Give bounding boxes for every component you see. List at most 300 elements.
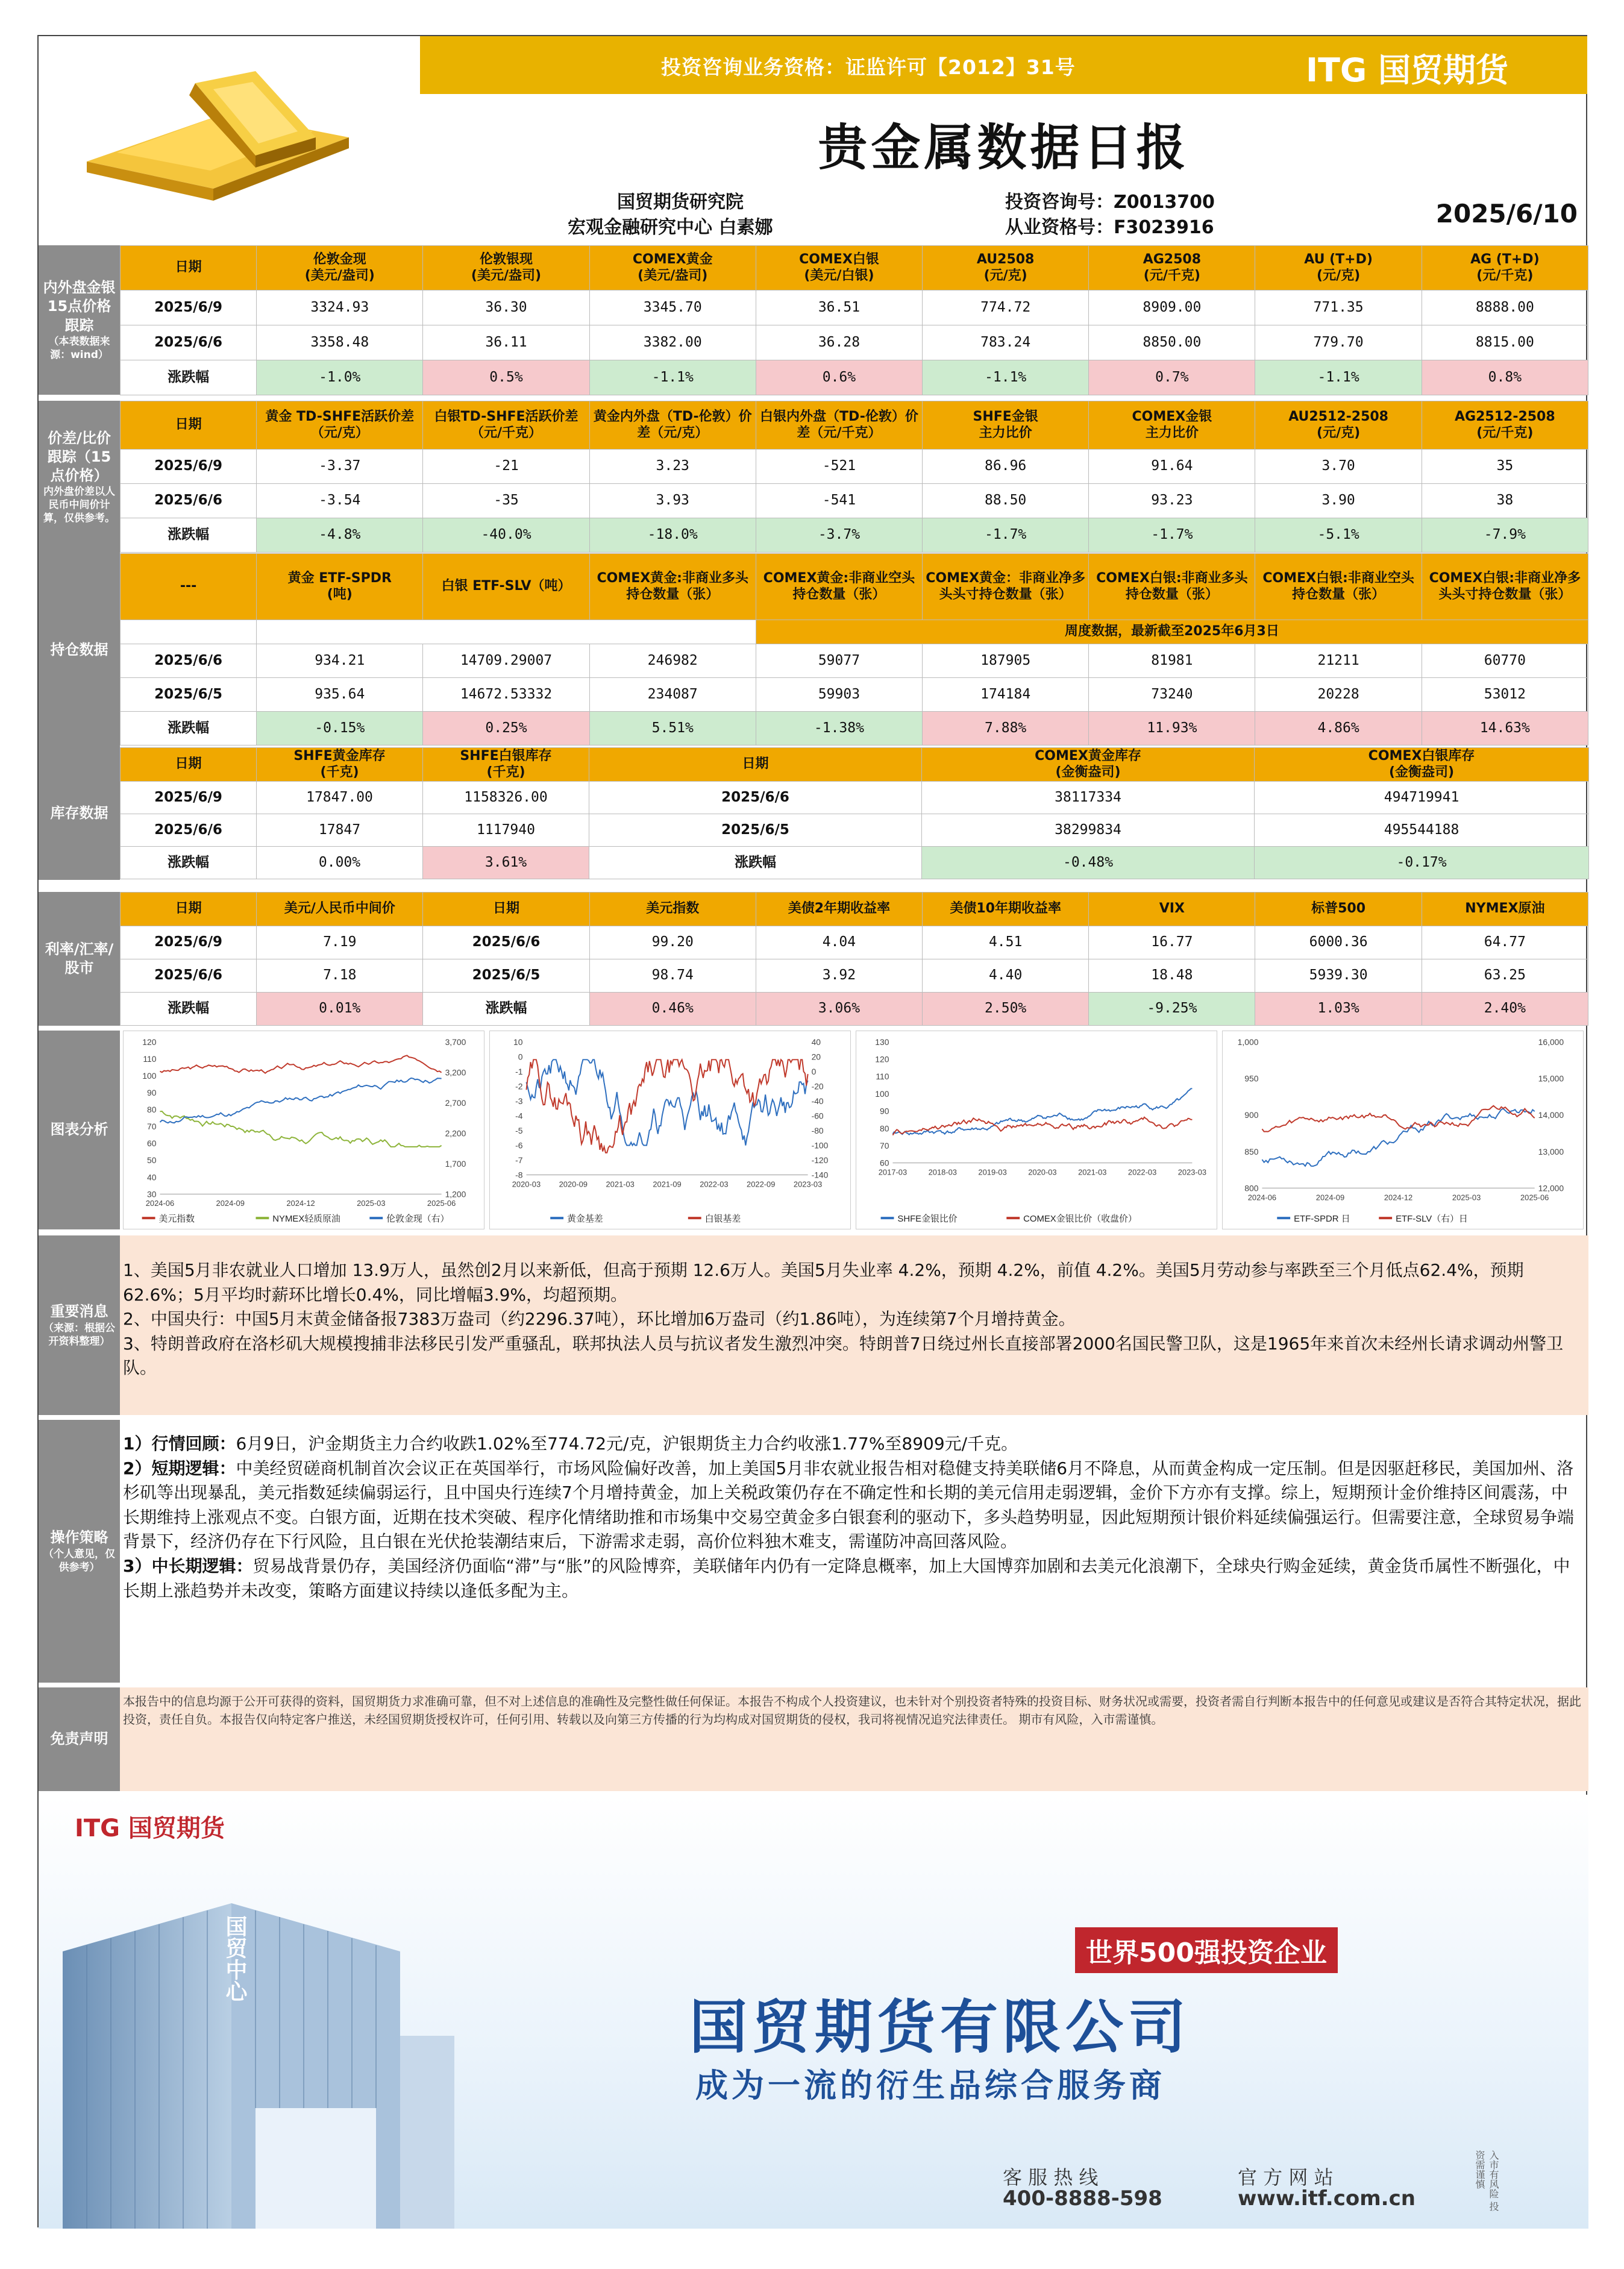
table-header-cell: COMEX金银 主力比价 [1089, 401, 1255, 450]
table-header-cell: COMEX白银库存 (金衡盎司) [1255, 748, 1589, 782]
website-url[interactable]: www.itf.com.cn [1238, 2186, 1416, 2211]
series-shfe-ratio [892, 1088, 1192, 1134]
hotline-number: 400-8888-598 [1003, 2186, 1162, 2211]
table-value-cell: 2025/6/9 [121, 782, 257, 814]
table-header-cell: AG2508 (元/千克) [1089, 246, 1255, 290]
section-label-charts: 图表分析 [39, 1031, 120, 1229]
series-comex-ratio [892, 1117, 1192, 1135]
spot-price-table [120, 245, 1588, 395]
x-tick-label: 2024-09 [216, 1199, 245, 1208]
table-value-cell: 2025/6/9 [121, 926, 257, 959]
y-tick-label: 90 [147, 1088, 157, 1098]
section-label-news: 重要消息 （来源：根据公开资料整理） [39, 1235, 120, 1415]
change-value-cell: 0.6% [756, 360, 922, 395]
table-value-cell: -3.54 [257, 484, 423, 518]
y-tick-label: 90 [880, 1106, 889, 1116]
y-tick-label: 120 [875, 1054, 889, 1064]
y2-tick-label: 12,000 [1538, 1183, 1564, 1193]
x-tick-label: 2025-06 [1520, 1193, 1549, 1202]
change-value-cell: 3.06% [756, 993, 922, 1026]
legend-label: 黄金基差 [567, 1214, 603, 1225]
table-value-cell: 2025/6/5 [121, 678, 257, 712]
table-value-cell: 494719941 [1255, 782, 1589, 814]
table-value-cell: 8888.00 [1422, 290, 1588, 325]
spread-table [120, 401, 1588, 553]
table-header-cell: 黄金 TD-SHFE活跃价差（元/克） [257, 401, 423, 450]
legend-label: NYMEX轻质原油 [272, 1214, 340, 1225]
x-tick-label: 2017-03 [878, 1167, 908, 1177]
change-value-cell: -1.0% [257, 360, 423, 395]
change-value-cell: -40.0% [423, 518, 589, 553]
x-tick-label: 2020-03 [512, 1179, 541, 1189]
table-value-cell: 21211 [1255, 644, 1422, 678]
y-tick-label: 900 [1244, 1110, 1259, 1120]
x-tick-label: 2018-03 [928, 1167, 957, 1177]
table-value-cell: 2025/6/6 [121, 325, 257, 360]
y2-tick-label: 2,700 [445, 1097, 466, 1108]
table-value-cell: 73240 [1089, 678, 1255, 712]
news-item-3: 3、特朗普政府在洛杉矶大规模搜捕非法移民引发严重骚乱，联邦执法人员与抗议者发生激烈冲突。特朗普7日绕过州长直接部署2000名国民警卫队，这是1965年来首次未经州长请求调动州警卫队。 [123, 1333, 1564, 1378]
change-value-cell: -0.17% [1255, 847, 1589, 879]
y2-tick-label: -40 [811, 1096, 824, 1106]
y2-tick-label: -20 [811, 1081, 824, 1091]
y2-tick-label: 3,700 [445, 1037, 466, 1047]
change-value-cell: -1.38% [756, 712, 922, 745]
x-tick-label: 2021-03 [1078, 1167, 1107, 1177]
change-value-cell: 2.50% [923, 993, 1089, 1026]
y-tick-label: 60 [147, 1138, 157, 1149]
practice-number: 从业资格号：F3023916 [1005, 217, 1214, 238]
chart-basis [489, 1031, 851, 1229]
x-tick-label: 2022-03 [1127, 1167, 1157, 1177]
y-tick-label: 0 [518, 1052, 523, 1062]
table-value-cell: 3382.00 [589, 325, 756, 360]
y-tick-label: -2 [515, 1081, 523, 1091]
y2-tick-label: 2,200 [445, 1128, 466, 1138]
table-value-cell: 934.21 [257, 644, 423, 678]
building-image [39, 1879, 641, 2229]
table-value-cell: 14709.29007 [423, 644, 589, 678]
table-header-cell: 伦敦银现 (美元/盎司) [423, 246, 589, 290]
table-value-cell: 2025/6/6 [423, 926, 589, 959]
table-value-cell: 5939.30 [1255, 959, 1422, 993]
table-value-cell: 246982 [589, 644, 756, 678]
table-value-cell: 86.96 [923, 450, 1089, 484]
report-date: 2025/6/10 [1435, 199, 1578, 228]
y-tick-label: 110 [876, 1072, 889, 1082]
y-tick-label: 30 [147, 1189, 157, 1199]
news-item-1: 1、美国5月非农就业人口增加 13.9万人，虽然创2月以来新低，但高于预期 12.6万人。美国5月失业率 4.2%，预期 4.2%，前值 4.2%。美国5月劳动参与率跌至三个月低点62.4%，预期62.6%；5月平均时薪环比增长0.4%，同比增幅3.9%，均超预期。 [123, 1260, 1524, 1305]
chart-etf-holdings [1222, 1031, 1584, 1229]
table-value-cell: 3.93 [589, 484, 756, 518]
position-table [120, 553, 1588, 745]
y2-tick-label: -60 [811, 1111, 824, 1121]
change-value-cell: 涨跌幅 [589, 847, 922, 879]
series-dxy [160, 1055, 441, 1073]
table-value-cell: 3358.48 [257, 325, 423, 360]
table-header-cell: 黄金 ETF-SPDR (吨) [257, 554, 423, 620]
table-header-cell: COMEX白银:非商业空头持仓数量（张） [1255, 554, 1422, 620]
x-tick-label: 2021-09 [653, 1179, 682, 1189]
table-header-cell: NYMEX原油 [1422, 893, 1588, 926]
brand-logo: ITG 国贸期货 [1306, 51, 1509, 89]
report-title: 贵金属数据日报 [818, 119, 1190, 177]
table-value-cell: 3.70 [1255, 450, 1422, 484]
change-value-cell: 14.63% [1422, 712, 1588, 745]
section-label-position: 持仓数据 [39, 553, 120, 747]
change-value-cell: 0.8% [1422, 360, 1588, 395]
consult-number: 投资咨询号：Z0013700 [1005, 192, 1215, 213]
table-value-cell: 935.64 [257, 678, 423, 712]
x-tick-label: 2024-06 [145, 1199, 175, 1208]
change-value-cell: 5.51% [589, 712, 756, 745]
hotline-label: 客 服 热 线 [1003, 2166, 1099, 2189]
table-value-cell: 38117334 [922, 782, 1255, 814]
strategy-review: 1）行情回顾：6月9日，沪金期货主力合约收跌1.02%至774.72元/克，沪银期货主力合约收涨1.77%至8909元/千克。 [123, 1434, 1018, 1454]
y2-tick-label: -100 [811, 1140, 829, 1150]
change-value-cell: -1.1% [923, 360, 1089, 395]
section-label-disclaimer: 免责声明 [39, 1687, 120, 1791]
section-label-inventory: 库存数据 [39, 747, 120, 880]
y-tick-label: -1 [515, 1066, 523, 1076]
disclaimer-section [39, 1687, 1588, 1791]
table-value-cell: 93.23 [1089, 484, 1255, 518]
change-value-cell: -4.8% [257, 518, 423, 553]
table-value-cell: 774.72 [923, 290, 1089, 325]
table-value-cell: 1117940 [423, 814, 589, 847]
y2-tick-label: 14,000 [1538, 1110, 1564, 1120]
change-value-cell: 3.61% [423, 847, 589, 879]
y2-tick-label: 1,200 [445, 1189, 466, 1199]
y-tick-label: -8 [515, 1170, 523, 1180]
change-value-cell: -1.7% [923, 518, 1089, 553]
table-value-cell: 7.18 [257, 959, 423, 993]
table-value-cell: 81981 [1089, 644, 1255, 678]
y-tick-label: -6 [515, 1140, 523, 1150]
change-value-cell: -18.0% [589, 518, 756, 553]
y-tick-label: 130 [875, 1037, 889, 1047]
change-value-cell: 0.5% [423, 360, 589, 395]
y2-tick-label: -120 [811, 1155, 829, 1165]
x-tick-label: 2020-03 [1028, 1167, 1057, 1177]
table-value-cell: 4.51 [923, 926, 1089, 959]
x-tick-label: 2023-03 [793, 1179, 823, 1189]
table-value-cell: 783.24 [923, 325, 1089, 360]
table-header-cell: COMEX黄金:非商业多头持仓数量（张） [589, 554, 756, 620]
table-value-cell: 88.50 [923, 484, 1089, 518]
change-value-cell: -1.1% [1255, 360, 1422, 395]
change-value-cell: 0.7% [1089, 360, 1255, 395]
legend-label: ETF-SLV（右）日 [1396, 1214, 1468, 1225]
y-tick-label: 50 [147, 1155, 157, 1166]
change-value-cell: 11.93% [1089, 712, 1255, 745]
x-tick-label: 2022-09 [747, 1179, 776, 1189]
table-value-cell: 20228 [1255, 678, 1422, 712]
y-tick-label: 80 [147, 1105, 157, 1115]
y-tick-label: -3 [515, 1096, 523, 1106]
table-value-cell: -21 [423, 450, 589, 484]
change-value-cell: 0.01% [257, 993, 423, 1026]
change-value-cell: -0.15% [257, 712, 423, 745]
table-value-cell: 779.70 [1255, 325, 1422, 360]
change-label-cell: 涨跌幅 [121, 847, 257, 879]
table-value-cell: 3345.70 [589, 290, 756, 325]
report-page [37, 35, 1587, 2227]
y-tick-label: 850 [1244, 1146, 1259, 1156]
center-name: 宏观金融研究中心 白素娜 [568, 217, 773, 238]
table-value-cell: 2025/6/6 [121, 644, 257, 678]
table-value-cell: 18.48 [1089, 959, 1255, 993]
position-section [39, 553, 1588, 747]
section-label-spread: 价差/比价跟踪（15点价格） 内外盘价差以人民币中间价计算，仅供参考。 [39, 401, 120, 553]
y2-tick-label: -140 [811, 1170, 829, 1180]
y2-tick-label: 20 [811, 1052, 821, 1062]
change-value-cell: -1.7% [1089, 518, 1255, 553]
series-slv [1262, 1106, 1534, 1132]
company-name: 国贸期货有限公司 [689, 1994, 1191, 2061]
table-header-cell: COMEX黄金 (美元/盎司) [589, 246, 756, 290]
y2-tick-label: 1,700 [445, 1158, 466, 1169]
table-value-cell: 8850.00 [1089, 325, 1255, 360]
table-header-cell: 美元指数 [589, 893, 756, 926]
x-tick-label: 2019-03 [978, 1167, 1007, 1177]
news-text [123, 1258, 1584, 1381]
table-value-cell: 36.51 [756, 290, 922, 325]
header-strip [420, 36, 1587, 94]
table-header-cell: SHFE黄金库存 (千克) [257, 748, 423, 782]
table-header-cell: COMEX白银:非商业净多头头寸持仓数量（张） [1422, 554, 1588, 620]
table-header-cell: 美债2年期收益率 [756, 893, 922, 926]
table-value-cell: -35 [423, 484, 589, 518]
weekly-note-cell: 周度数据，最新截至2025年6月3日 [756, 620, 1588, 644]
table-header-cell: AU2508 (元/克) [923, 246, 1089, 290]
table-value-cell: 98.74 [589, 959, 756, 993]
y-tick-label: 110 [143, 1053, 157, 1064]
table-header-cell: 日期 [589, 748, 922, 782]
section-label-spot: 内外盘金银15点价格跟踪 （本表数据来源：wind） [39, 245, 120, 395]
institute-name: 国贸期货研究院 [617, 192, 744, 213]
legend-label: ETF-SPDR 日 [1294, 1214, 1350, 1225]
x-tick-label: 2024-12 [286, 1199, 315, 1208]
table-value-cell: 2025/6/6 [121, 959, 257, 993]
change-value-cell: -3.7% [756, 518, 922, 553]
legend-label: 伦敦金现（右） [386, 1214, 450, 1225]
change-label-cell: 涨跌幅 [121, 712, 257, 745]
table-header-cell: COMEX黄金库存 (金衡盎司) [922, 748, 1255, 782]
table-header-cell: 白银内外盘（TD-伦敦）价差（元/千克） [756, 401, 922, 450]
table-value-cell: 234087 [589, 678, 756, 712]
table-value-cell: 38299834 [922, 814, 1255, 847]
table-header-cell: 日期 [423, 893, 589, 926]
change-label-cell: 涨跌幅 [121, 360, 257, 395]
table-value-cell: 3.90 [1255, 484, 1422, 518]
change-label-cell: 涨跌幅 [121, 518, 257, 553]
table-header-cell: 伦敦金现 (美元/盎司) [257, 246, 423, 290]
table-value-cell: 2025/6/5 [589, 814, 922, 847]
table-value-cell: 17847 [257, 814, 423, 847]
table-header-cell: SHFE白银库存 (千克) [423, 748, 589, 782]
chart-dxy-oil-gold [123, 1031, 484, 1229]
y-tick-label: 80 [880, 1123, 889, 1134]
table-value-cell: 91.64 [1089, 450, 1255, 484]
y2-tick-label: 0 [811, 1066, 817, 1076]
table-header-cell: 白银TD-SHFE活跃价差（元/千克） [423, 401, 589, 450]
spot-price-section [39, 245, 1588, 395]
table-header-cell: 日期 [121, 401, 257, 450]
table-header-cell: 美元/人民币中间价 [257, 893, 423, 926]
table-value-cell: 36.30 [423, 290, 589, 325]
table-value-cell: 2025/6/9 [121, 450, 257, 484]
qualification-text: 投资咨询业务资格：证监许可【2012】31号 [661, 55, 1076, 79]
y-tick-label: 70 [880, 1140, 889, 1150]
table-value-cell: -541 [756, 484, 922, 518]
table-value-cell: 59903 [756, 678, 922, 712]
x-tick-label: 2021-03 [606, 1179, 635, 1189]
x-tick-label: 2025-03 [1452, 1193, 1481, 1202]
strategy-section [39, 1420, 1588, 1683]
table-value-cell: 53012 [1422, 678, 1588, 712]
table-header-cell: 日期 [121, 748, 257, 782]
y2-tick-label: 13,000 [1538, 1146, 1564, 1156]
table-value-cell: 8909.00 [1089, 290, 1255, 325]
legend-label: 白银基差 [704, 1214, 741, 1225]
table-header-cell: SHFE金银 主力比价 [923, 401, 1089, 450]
table-header-cell: 日期 [121, 893, 257, 926]
x-tick-label: 2022-03 [700, 1179, 729, 1189]
blank-cell [257, 620, 756, 644]
change-value-cell: -7.9% [1422, 518, 1588, 553]
change-value-cell: 0.25% [423, 712, 589, 745]
table-header-cell: COMEX黄金:非商业空头持仓数量（张） [756, 554, 922, 620]
x-tick-label: 2025-06 [427, 1199, 456, 1208]
change-value-cell: -0.48% [922, 847, 1255, 879]
strategy-short-term: 2）短期逻辑：中美经贸磋商机制首次会议正在英国举行，市场风险偏好改善，加上美国5月非农就业报告相对稳健支持美联储6月不降息，从而黄金构成一定压制。但是因驱赶移民，美国加州、洛杉矶等出现暴乱，美元指数延续偏弱运行，且中国央行连续7个月增持黄金，加上关税政策仍存在不确定性和长期的美元信用走弱逻辑，金价下方亦有支撑。综上，短期预计金价维持区间震荡，中长期维持上涨观点不变。白银方面，近期在技术突破、程序化情绪助推和市场集中交易空黄金多白银套利的驱动下，多头趋势明显，因此短期预计银价料延续偏强运行。但需要注意，全球贸易争端背景下，经济仍存在下行风险，且白银在光伏抢装潮结束后，下游需求走弱，高价位料独木难支，需谨防冲高回落风险。 [123, 1458, 1575, 1552]
x-tick-label: 2025-03 [357, 1199, 386, 1208]
series-oil [160, 1111, 441, 1147]
y-tick-label: -5 [515, 1125, 523, 1135]
website-label: 官 方 网 站 [1238, 2166, 1334, 2189]
y-tick-label: 60 [880, 1158, 889, 1168]
news-section [39, 1235, 1588, 1415]
table-value-cell: 4.40 [923, 959, 1089, 993]
building-sign: 国贸中心 [222, 1915, 247, 2002]
change-value-cell: 1.03% [1255, 993, 1422, 1026]
table-value-cell: 16.77 [1089, 926, 1255, 959]
change-value-cell: 2.40% [1422, 993, 1588, 1026]
table-header-cell: 日期 [121, 246, 257, 290]
table-value-cell: 174184 [923, 678, 1089, 712]
series-silver-basis [526, 1059, 807, 1152]
table-value-cell: 3324.93 [257, 290, 423, 325]
gold-bar-icon [75, 47, 358, 204]
table-header-cell: AU (T+D) (元/克) [1255, 246, 1422, 290]
table-header-cell: COMEX黄金：非商业净多头头寸持仓数量（张） [923, 554, 1089, 620]
y2-tick-label: -80 [811, 1125, 824, 1135]
fortune500-badge: 世界500强投资企业 [1075, 1927, 1338, 1973]
spread-section [39, 401, 1588, 553]
table-value-cell: -521 [756, 450, 922, 484]
table-header-cell: COMEX白银:非商业多头持仓数量（张） [1089, 554, 1255, 620]
legend-label: 美元指数 [158, 1214, 195, 1225]
table-value-cell: 7.19 [257, 926, 423, 959]
table-value-cell: 2025/6/9 [121, 290, 257, 325]
table-value-cell: 4.04 [756, 926, 922, 959]
x-tick-label: 2024-06 [1247, 1193, 1277, 1202]
section-label-strategy: 操作策略 （个人意见，仅供参考） [39, 1420, 120, 1683]
change-value-cell: 7.88% [923, 712, 1089, 745]
change-label-cell: 涨跌幅 [121, 993, 257, 1026]
y-tick-label: -4 [515, 1111, 523, 1121]
table-value-cell: 495544188 [1255, 814, 1589, 847]
series-gold [160, 1078, 441, 1123]
strategy-long-term: 3）中长期逻辑：贸易战背景仍存，美国经济仍面临“滞”与“胀”的风险博弈，美联储年内仍有一定降息概率，加上大国博弈加剧和去美元化浪潮下，全球央行购金延续，黄金货币属性不断强化，中长期上涨趋势并未改变，策略方面建议持续以逢低多配为主。 [123, 1555, 1570, 1601]
table-header-cell: AU2512-2508 (元/克) [1255, 401, 1422, 450]
company-slogan: 成为一流的衍生品综合服务商 [695, 2067, 1165, 2104]
table-value-cell: 36.11 [423, 325, 589, 360]
table-header-cell: 标普500 [1255, 893, 1422, 926]
table-value-cell: 14672.53332 [423, 678, 589, 712]
rates-section [39, 892, 1588, 1026]
y-tick-label: 10 [513, 1037, 523, 1047]
section-label-rates: 利率/汇率/股市 [39, 892, 120, 1026]
table-header-cell: --- [121, 554, 257, 620]
table-value-cell: -3.37 [257, 450, 423, 484]
table-value-cell: 3.23 [589, 450, 756, 484]
change-value-cell: -1.1% [589, 360, 756, 395]
table-value-cell: 38 [1422, 484, 1588, 518]
y2-tick-label: 16,000 [1538, 1037, 1564, 1047]
table-header-cell: AG (T+D) (元/千克) [1422, 246, 1588, 290]
change-value-cell: 涨跌幅 [423, 993, 589, 1026]
y2-tick-label: 40 [811, 1037, 821, 1047]
risk-note: 入市有风险 投资需谨慎 [1474, 2150, 1499, 2212]
blank-cell [121, 620, 257, 644]
ad-logo: ITG 国贸期货 [75, 1815, 225, 1842]
table-header-cell: AG2512-2508 (元/千克) [1422, 401, 1588, 450]
x-tick-label: 2024-09 [1315, 1193, 1345, 1202]
table-value-cell: 17847.00 [257, 782, 423, 814]
company-advertisement [39, 1795, 1588, 2229]
table-value-cell: 36.28 [756, 325, 922, 360]
change-value-cell: 0.00% [257, 847, 423, 879]
table-value-cell: 63.25 [1422, 959, 1588, 993]
table-value-cell: 99.20 [589, 926, 756, 959]
y-tick-label: -7 [515, 1155, 523, 1165]
table-value-cell: 1158326.00 [423, 782, 589, 814]
table-header-cell: 黄金内外盘（TD-伦敦）价差（元/克） [589, 401, 756, 450]
chart-gold-silver-ratio [856, 1031, 1217, 1229]
news-item-2: 2、中国央行：中国5月末黄金储备报7383万盎司（约2296.37吨），环比增加6万盎司（约1.86吨），为连续第7个月增持黄金。 [123, 1309, 1076, 1329]
table-header-cell: VIX [1089, 893, 1255, 926]
table-value-cell: 3.92 [756, 959, 922, 993]
y-tick-label: 800 [1244, 1183, 1259, 1193]
change-value-cell: -9.25% [1089, 993, 1255, 1026]
legend-label: SHFE金银比价 [897, 1214, 958, 1225]
change-value-cell: 0.46% [589, 993, 756, 1026]
rates-table [120, 892, 1588, 1026]
table-header-cell: 白银 ETF-SLV（吨） [423, 554, 589, 620]
y2-tick-label: 15,000 [1538, 1073, 1564, 1084]
strategy-text [123, 1432, 1584, 1603]
x-tick-label: 2020-09 [559, 1179, 588, 1189]
y-tick-label: 70 [147, 1122, 157, 1132]
x-tick-label: 2023-03 [1177, 1167, 1207, 1177]
y2-tick-label: 3,200 [445, 1067, 466, 1078]
change-value-cell: -5.1% [1255, 518, 1422, 553]
inventory-section [39, 747, 1588, 880]
legend-label: COMEX金银比价（收盘价） [1023, 1214, 1137, 1225]
y-tick-label: 100 [142, 1070, 157, 1081]
